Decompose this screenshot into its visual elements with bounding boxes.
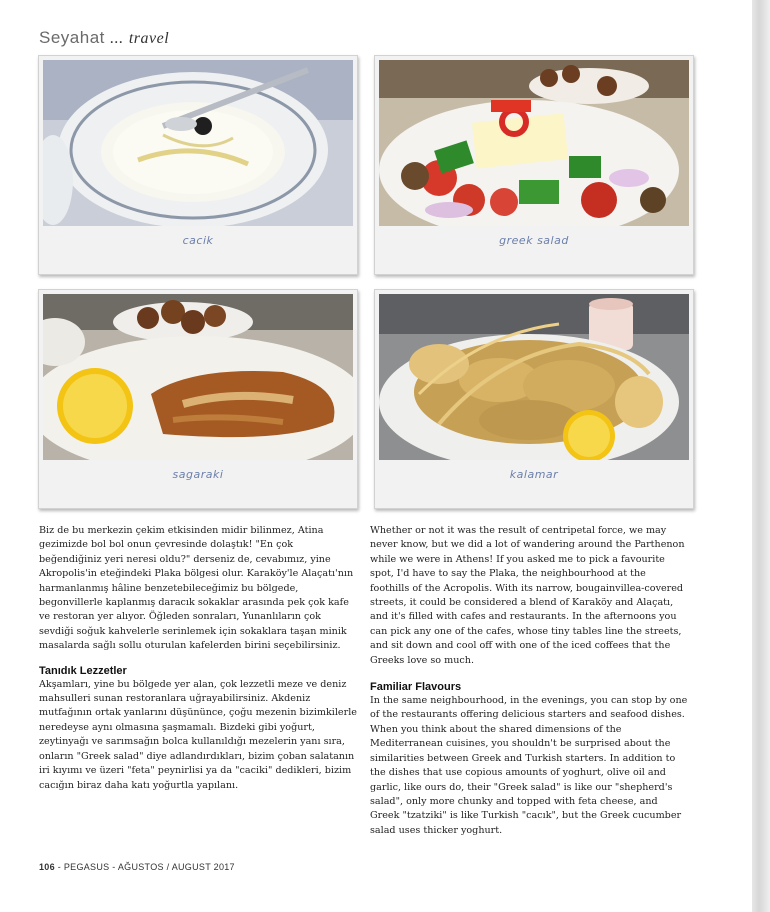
- page-edge-shadow: [752, 0, 770, 912]
- section-label-turkish: Seyahat: [39, 28, 105, 47]
- photo-kalamar: [379, 294, 689, 460]
- calamari-illustration: [379, 294, 689, 460]
- photo-caption-sagaraki: sagaraki: [172, 468, 224, 481]
- turkish-paragraph-2: Akşamları, yine bu bölgede yer alan, çok lezzetli meze ve deniz mahsulleri sunan restoranlara uğrayabilirsiniz. Akdeniz mutfağının ortak yanlarını düşününce, çoğu mezenin bizimkilerle neredeyse aynı olmasına şaşmamalı. Bizdeki gibi yoğurt, zeytinyağı ve sarımsağın bolca kullanıldığı mezelerin yanı sıra, onların "Greek salad" diye adlandırdıkları, bizim çoban salatanın iri kıyımı ve üzeri "feta" peynirlisi ya da "caciki" dedikleri, bizim cacığın biraz daha katı yoğurtla yapılanı.: [39, 678, 357, 791]
- section-label-separator: ...: [110, 30, 124, 47]
- photo-card-cacik: [38, 55, 358, 275]
- page-number: 106: [39, 862, 55, 872]
- greek-salad-illustration: [379, 60, 689, 226]
- photo-sagaraki: [43, 294, 353, 460]
- turkish-column: [39, 524, 357, 793]
- photo-caption-kalamar: kalamar: [509, 468, 559, 481]
- english-paragraph-1: Whether or not it was the result of centripetal force, we may never know, but we did a lot of wandering around the Parthenon while we were in Athens! If you asked me to pick a favourite spot, I'd have to say the Plaka, the neighbourhood at the foothills of the Acropolis. With its narrow, bougainvillea-covered streets, it could be considered a blend of Karaköy and Alaçatı, and it's filled with cafes and restaurants. In the afternoons you can pick any one of the cafes, whose tiny tables line the streets, and sit down and cool off with one of the iced coffees that the Greeks love so much.: [370, 525, 685, 666]
- turkish-paragraph-1: Biz de bu merkezin çekim etkisinden midir bilinmez, Atina gezimizde bol bol onun çevresinde dolaştık! "En çok beğendiğiniz yeri neresi oldu?" derseniz de, cevabımız, yine Akropolis'in eteğindeki Plaka bölgesi olur. Karaköy'le Alaçatı'nın harmanlanmış hâline benzetebileceğimiz bu bölgede, begonvillerle kaplanmış daracık sokaklar arasında pek çok kafe ve restoran yer alıyor. Öğleden sonraları, Yunanlıların çok sevdiği soğuk kahvelerle serinlemek için sokaklara taşan minik masalarda sağlı sollu oturulan kafelerden birini seçebilirsiniz.: [39, 525, 354, 652]
- section-label: [39, 28, 169, 48]
- saganaki-illustration: [43, 294, 353, 460]
- tzatziki-illustration: [43, 60, 353, 226]
- photo-cacik: [43, 60, 353, 226]
- publication-line: - PEGASUS - AĞUSTOS / AUGUST 2017: [57, 862, 235, 872]
- english-paragraph-2: In the same neighbourhood, in the evenings, you can stop by one of the restaurants offering delicious starters and seafood dishes. When you think about the shared dimensions of the Mediterranean cuisines, you shouldn't be surprised about the similarities between Greek and Turkish starters. In addition to the dishes that use copious amounts of yoghurt, olive oil and garlic, like ours do, their "Greek salad" is like our "shepherd's salad", only more chunky and topped with feta cheese, and Greek "tzatziki" is like Turkish "cacık", but the Greek cucumber salad uses thicker yoghurt.: [370, 695, 688, 836]
- photo-caption-greek-salad: greek salad: [499, 234, 569, 247]
- photo-card-greek-salad: [374, 55, 694, 275]
- english-subheading: Familiar Flavours: [370, 681, 462, 694]
- photo-card-kalamar: [374, 289, 694, 509]
- english-column: [370, 524, 688, 838]
- page-footer: [39, 862, 235, 872]
- turkish-subheading: Tanıdık Lezzetler: [39, 664, 127, 677]
- photo-greek-salad: [379, 60, 689, 226]
- photo-caption-cacik: cacik: [182, 234, 214, 247]
- section-label-english: travel: [128, 30, 170, 47]
- photo-card-sagaraki: [38, 289, 358, 509]
